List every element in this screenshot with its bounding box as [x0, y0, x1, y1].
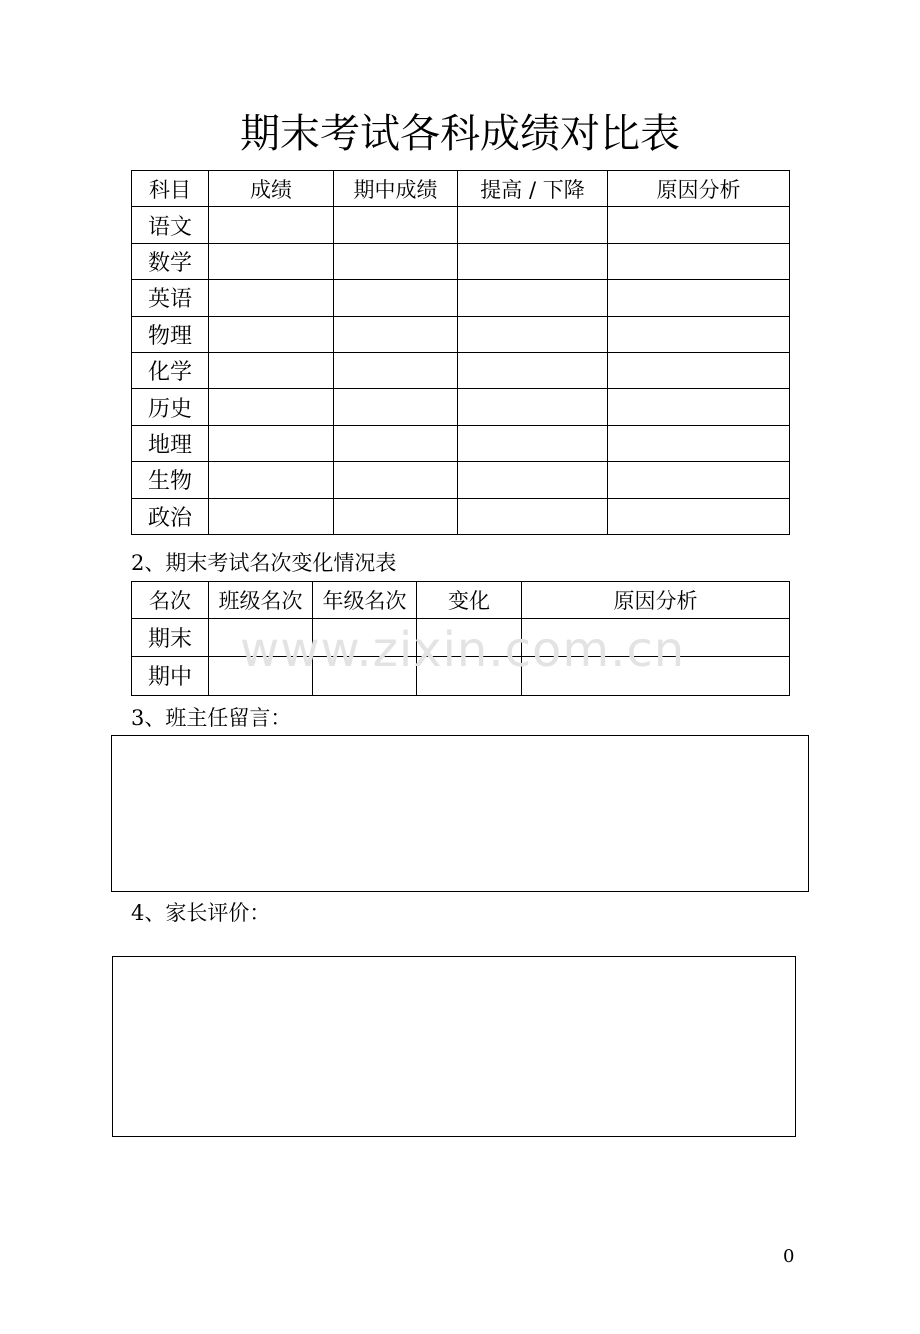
teacher-comment-box[interactable]	[111, 735, 809, 892]
table-row	[132, 316, 790, 352]
reason-cell[interactable]	[608, 316, 790, 352]
reason-cell[interactable]	[608, 207, 790, 243]
midterm-cell[interactable]	[334, 316, 458, 352]
reason-cell[interactable]	[608, 498, 790, 534]
midterm-cell[interactable]	[334, 280, 458, 316]
midterm-cell[interactable]	[334, 243, 458, 279]
reason-cell[interactable]	[608, 352, 790, 388]
section-2-title: 2、期末考试名次变化情况表	[131, 551, 397, 575]
subject-cell: 生物	[132, 462, 209, 498]
score-comparison-table	[131, 170, 790, 535]
table-row	[132, 352, 790, 388]
reason-cell[interactable]	[608, 243, 790, 279]
table-header-row	[132, 582, 790, 619]
reason-cell[interactable]	[608, 280, 790, 316]
subject-cell: 化学	[132, 352, 209, 388]
change-cell[interactable]	[458, 425, 608, 461]
table-row	[132, 389, 790, 425]
subject-cell: 语文	[132, 207, 209, 243]
midterm-cell[interactable]	[334, 207, 458, 243]
midterm-cell[interactable]	[334, 352, 458, 388]
midterm-cell[interactable]	[334, 462, 458, 498]
change-cell[interactable]	[458, 389, 608, 425]
score-cell[interactable]	[209, 243, 334, 279]
page-title: 期末考试各科成绩对比表	[240, 111, 680, 157]
table-header-row	[132, 171, 790, 207]
table-row	[132, 207, 790, 243]
header-rank: 名次	[132, 582, 209, 619]
reason-cell[interactable]	[608, 462, 790, 498]
table-row	[132, 498, 790, 534]
rank-row-label: 期中	[132, 656, 209, 695]
score-cell[interactable]	[209, 389, 334, 425]
score-cell[interactable]	[209, 280, 334, 316]
score-cell[interactable]	[209, 352, 334, 388]
rank-row-label: 期末	[132, 619, 209, 656]
section-4-title: 4、家长评价：	[131, 901, 271, 925]
change-cell[interactable]	[458, 462, 608, 498]
header-reason: 原因分析	[608, 171, 790, 207]
change-cell[interactable]	[458, 498, 608, 534]
change-cell[interactable]	[458, 316, 608, 352]
table-row	[132, 280, 790, 316]
reason-cell[interactable]	[608, 425, 790, 461]
header-grade-rank: 年级名次	[313, 582, 417, 619]
reason-cell[interactable]	[608, 389, 790, 425]
table-row	[132, 243, 790, 279]
header-change: 提高 / 下降	[458, 171, 608, 207]
subject-cell: 物理	[132, 316, 209, 352]
header-subject: 科目	[132, 171, 209, 207]
header-rank-reason: 原因分析	[522, 582, 790, 619]
midterm-cell[interactable]	[334, 389, 458, 425]
score-cell[interactable]	[209, 425, 334, 461]
change-cell[interactable]	[458, 243, 608, 279]
watermark: www.zixin.com.cn	[240, 622, 686, 678]
change-cell[interactable]	[458, 352, 608, 388]
header-midterm-score: 期中成绩	[334, 171, 458, 207]
parent-comment-box[interactable]	[112, 956, 796, 1137]
score-cell[interactable]	[209, 316, 334, 352]
header-rank-change: 变化	[417, 582, 522, 619]
subject-cell: 地理	[132, 425, 209, 461]
score-cell[interactable]	[209, 207, 334, 243]
subject-cell: 历史	[132, 389, 209, 425]
table-row	[132, 425, 790, 461]
midterm-cell[interactable]	[334, 498, 458, 534]
score-cell[interactable]	[209, 498, 334, 534]
change-cell[interactable]	[458, 207, 608, 243]
table-row	[132, 462, 790, 498]
header-class-rank: 班级名次	[209, 582, 313, 619]
subject-cell: 英语	[132, 280, 209, 316]
page-number: 0	[783, 1246, 795, 1267]
midterm-cell[interactable]	[334, 425, 458, 461]
header-score: 成绩	[209, 171, 334, 207]
change-cell[interactable]	[458, 280, 608, 316]
score-cell[interactable]	[209, 462, 334, 498]
subject-cell: 政治	[132, 498, 209, 534]
section-3-title: 3、班主任留言：	[131, 706, 292, 730]
subject-cell: 数学	[132, 243, 209, 279]
